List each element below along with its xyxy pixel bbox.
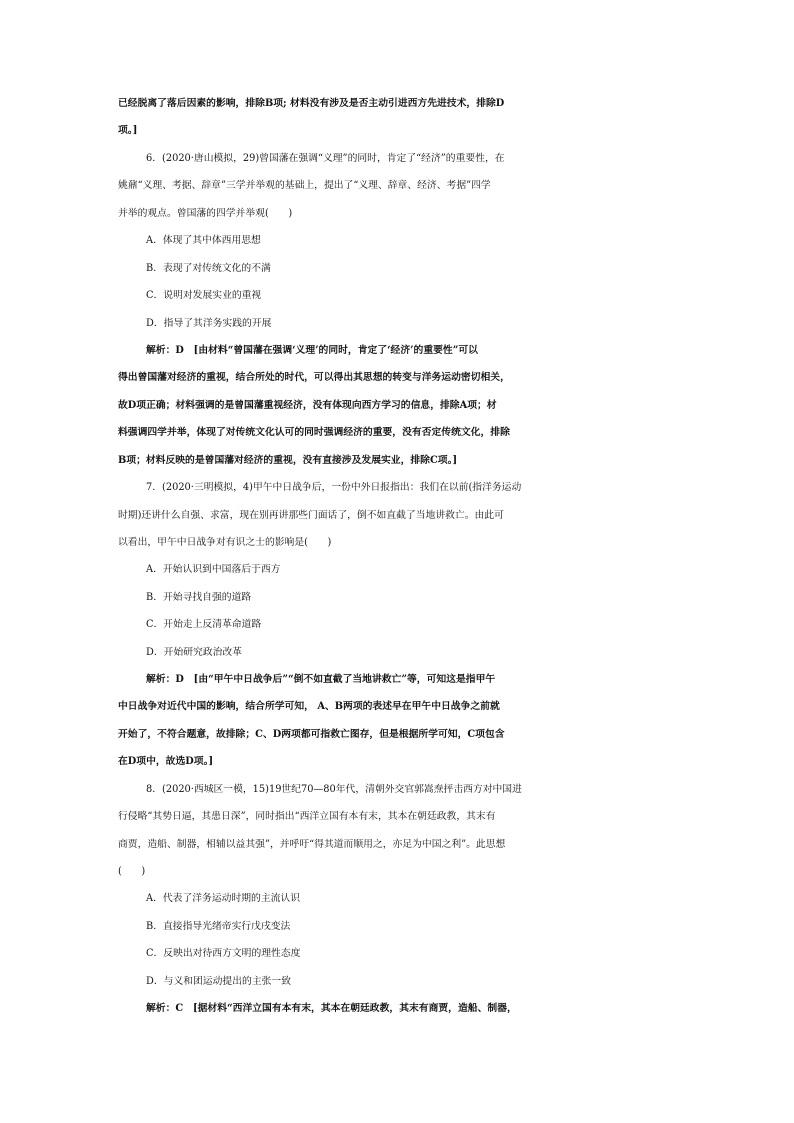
text-line: 姚鼐“义理、考据、辞章”三学并举观的基础上，提出了“义理、辞章、经济、考据”四学 <box>118 180 491 191</box>
text-line: 商贾，造船、制器，相辅以益其强”，并呼吁“得其道而顺用之，亦足为中国之利”。此思想 <box>118 839 506 850</box>
answer-explanation: 解析：D [由“甲午中日战争后”“倒不如直截了当地讲救亡”等，可知这是指甲午 <box>146 674 496 685</box>
text-line: 中日战争对近代中国的影响，结合所学可知， A、B两项的表述早在甲午中日战争之前就 <box>118 701 500 712</box>
text-line: 已经脱离了落后因素的影响，排除B项; 材料没有涉及是否主动引进西方先进技术，排除D <box>118 98 505 109</box>
text-line: 以看出，甲午中日战争对有识之士的影响是( ) <box>118 537 332 548</box>
option-a: A．代表了洋务运动时期的主流认识 <box>146 893 301 904</box>
option-b: B．直接指导光绪帝实行戊戌变法 <box>146 921 291 932</box>
question-7-stem: 7．(2020·三明模拟，4)甲午中日战争后，一份中外日报指出：我们在以前(指洋务运动 <box>146 482 522 493</box>
text-line: 在D项中，故选D项。] <box>118 756 214 767</box>
text-line: 时期)还讲什么自强、求富，现在别再讲那些门面话了，倒不如直截了当地讲救亡。由此可 <box>118 510 504 521</box>
question-8-stem: 8．(2020·西城区一模，15)19世纪70—80年代，清朝外交官郭嵩焘抨击西方对中国进 <box>146 784 522 795</box>
text-line: 项。] <box>118 125 138 136</box>
option-d: D．与义和团运动提出的主张一致 <box>146 976 292 987</box>
option-c: C．开始走上反清革命道路 <box>146 619 262 630</box>
text-line: ( ) <box>118 866 146 877</box>
text-line: B项；材料反映的是曾国藩对经济的重视，没有直接涉及发展实业，排除C项。] <box>118 455 458 466</box>
question-6-stem: 6．(2020·唐山模拟，29)曾国藩在强调“义理”的同时，肯定了“经济”的重要性，在 <box>146 153 505 164</box>
answer-explanation: 解析：D [由材料“曾国藩在强调‘义理’的同时，肯定了‘经济’的重要性”可以 <box>146 345 478 356</box>
answer-explanation: 解析：C [据材料“西洋立国有本有末，其本在朝廷政教，其末有商贾，造船、制器， <box>146 1003 517 1014</box>
option-a: A．开始认识到中国落后于西方 <box>146 564 281 575</box>
text-line: 开始了，不符合题意，故排除；C、D两项都可指救亡图存，但是根据所学可知，C项包含 <box>118 729 505 740</box>
text-line: 行侵略“其势日逼，其患日深”，同时指出“西洋立国有本有末，其本在朝廷政教，其末有 <box>118 811 496 822</box>
text-line: 并举的观点。曾国藩的四学并举观( ) <box>118 208 293 219</box>
option-b: B．开始寻找自强的道路 <box>146 592 252 603</box>
option-c: C．说明对发展实业的重视 <box>146 290 262 301</box>
text-line: 料强调四学并举，体现了对传统文化认可的同时强调经济的重要，没有否定传统文化，排除 <box>118 427 510 438</box>
option-b: B．表现了对传统文化的不满 <box>146 263 271 274</box>
option-d: D．开始研究政治改革 <box>146 647 243 658</box>
option-c: C．反映出对待西方文明的理性态度 <box>146 948 301 959</box>
text-line: 得出曾国藩对经济的重视，结合所处的时代，可以得出其思想的转变与洋务运动密切相关， <box>118 372 510 383</box>
text-line: 故D项正确；材料强调的是曾国藩重视经济，没有体现向西方学习的信息，排除A项；材 <box>118 400 497 411</box>
option-a: A．体现了其中体西用思想 <box>146 235 261 246</box>
option-d: D．指导了其洋务实践的开展 <box>146 318 272 329</box>
